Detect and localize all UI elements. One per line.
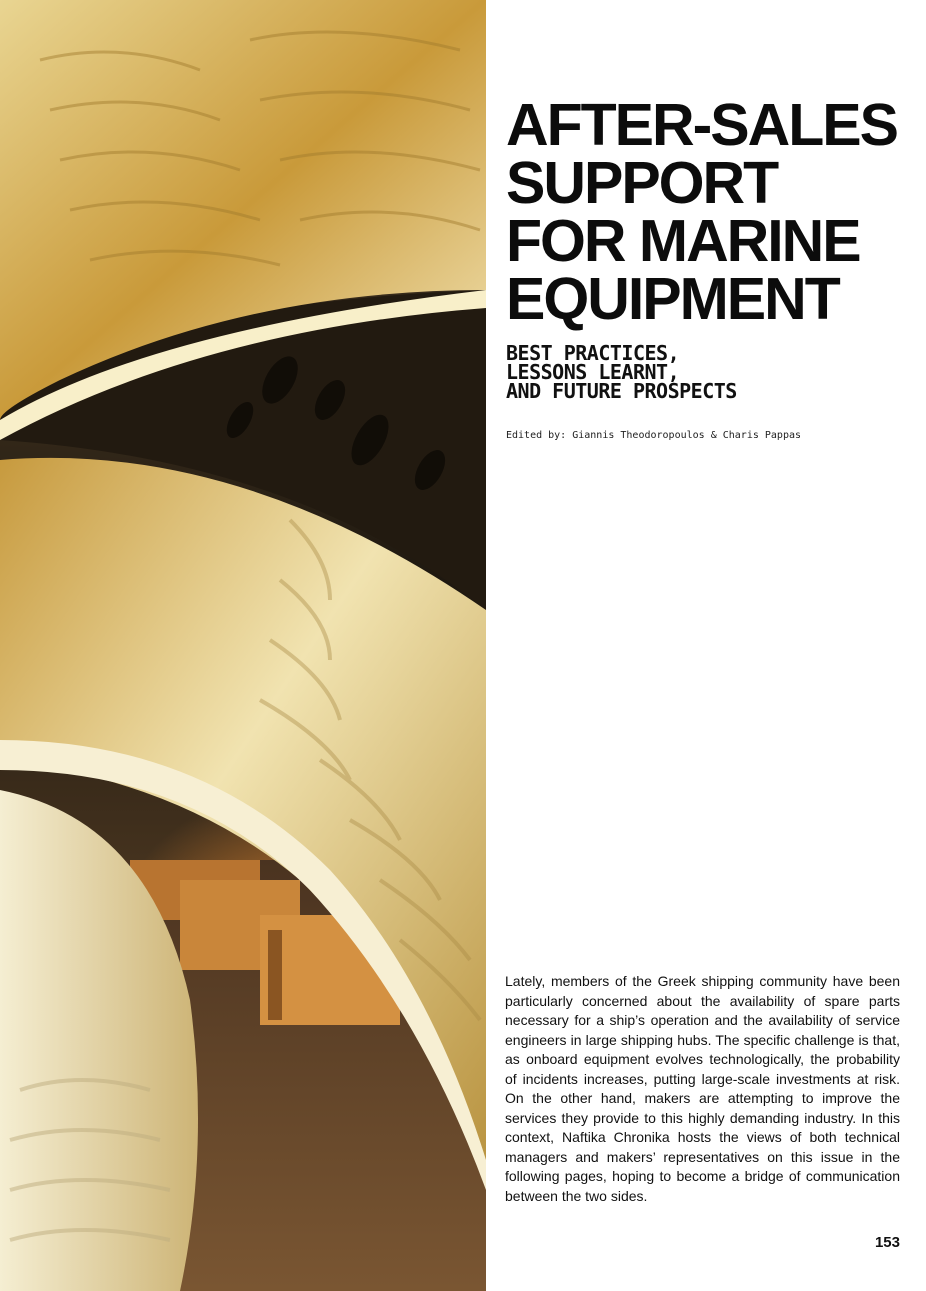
page-number: 153 bbox=[874, 1234, 900, 1251]
article-intro: Lately, members of the Greek shipping community have been particularly concerned about the availability of spare parts necessary for a ship’s operation and the availability of service engineers in large shipping hubs. The specific challenge is that, as onboard equipment evolves technologically, the probability of incidents increases, putting large-scale investments at risk. On the other hand, makers are attempting to improve the services they provide to this highly demanding industry. In this context, Naftika Chronika hosts the views of both technical managers and makers’ representatives on this issue in the following pages, hoping to become a bridge of communication between the two sides. bbox=[505, 973, 900, 1204]
title-line: FOR MARINE bbox=[506, 208, 860, 274]
editor-credit: Edited by: Giannis Theodoropoulos & Charis Pappas bbox=[506, 430, 802, 441]
subtitle-line: LESSONS LEARNT, bbox=[506, 360, 680, 384]
article-title bbox=[506, 92, 926, 332]
article-subtitle bbox=[506, 341, 737, 403]
subtitle-line: AND FUTURE PROSPECTS bbox=[506, 379, 737, 403]
title-line: EQUIPMENT bbox=[506, 266, 839, 332]
title-line: SUPPORT bbox=[506, 150, 778, 216]
title-line: AFTER-SALES bbox=[506, 92, 897, 158]
subtitle-line: BEST PRACTICES, bbox=[506, 341, 680, 365]
